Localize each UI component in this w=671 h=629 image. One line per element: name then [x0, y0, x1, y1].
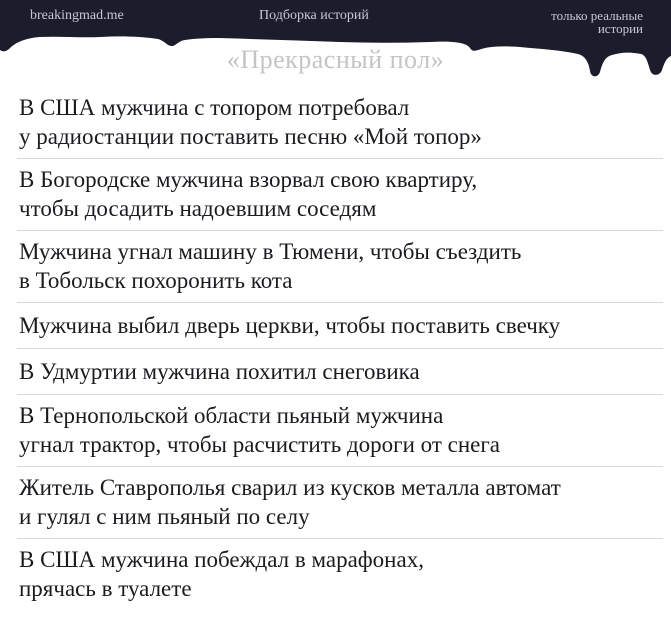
site-link[interactable]: breakingmad.me: [30, 8, 124, 23]
real-stories-link[interactable]: только реальные истории: [551, 8, 643, 36]
story-item[interactable]: В США мужчина побеждал в марафонах, прячась в туалете: [19, 547, 424, 601]
story-item[interactable]: Мужчина выбил дверь церкви, чтобы поставить свечку: [17, 303, 663, 349]
stories-list: [17, 87, 663, 611]
story-item[interactable]: Мужчина угнал машину в Тюмени, чтобы съездить в Тобольск похоронить кота: [17, 231, 663, 303]
collection-link[interactable]: Подборка историй: [259, 8, 369, 23]
story-item[interactable]: В Богородске мужчина взорвал свою квартиру, чтобы досадить надоевшим соседям: [17, 159, 663, 231]
story-item[interactable]: В Удмуртии мужчина похитил снеговика: [17, 349, 663, 395]
page-title: «Прекрасный пол»: [226, 45, 445, 74]
story-item[interactable]: Житель Ставрополья сварил из кусков металла автомат и гулял с ним пьяный по селу: [17, 467, 663, 539]
story-item[interactable]: В Тернопольской области пьяный мужчина угнал трактор, чтобы расчистить дороги от снега: [17, 395, 663, 467]
story-item[interactable]: В США мужчина с топором потребовал у радиостанции поставить песню «Мой топор»: [17, 87, 663, 159]
